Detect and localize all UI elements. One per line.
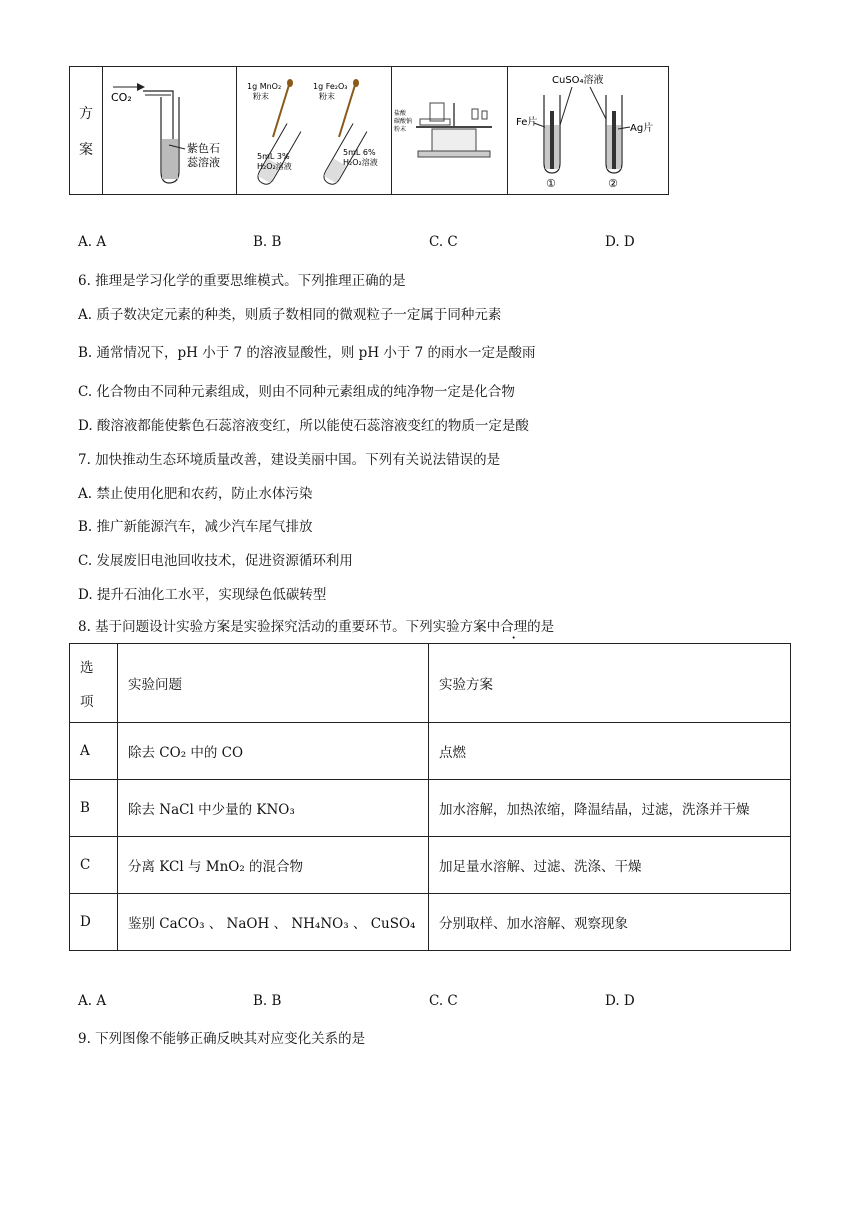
svg-text:1g Fe₂O₃: 1g Fe₂O₃ <box>313 82 348 91</box>
figure-metal-cuso4 <box>508 67 669 195</box>
q8-row-b-question: 除去 NaCl 中少量的 KNO₃ <box>118 780 429 837</box>
q8-row-d-question: 鉴别 CaCO₃ 、 NaOH 、 NH₄NO₃ 、 CuSO₄ <box>118 894 429 951</box>
q8-header-option: 选 项 <box>70 644 118 723</box>
svg-text:粉末: 粉末 <box>394 126 407 133</box>
q8-stem-post: 的是 <box>527 619 555 635</box>
svg-text:碳酸钠: 碳酸钠 <box>394 118 413 125</box>
row-label-cell <box>70 67 103 195</box>
q8-stem <box>78 615 554 635</box>
catalyst-comparison-diagram <box>237 67 391 190</box>
q8-row-b-option: B <box>70 780 118 837</box>
q8-option-d[interactable]: D. D <box>605 993 635 1009</box>
q8-header-plan: 实验方案 <box>429 644 791 723</box>
row-label-bottom: 案 <box>79 141 93 158</box>
table-row <box>70 894 791 951</box>
svg-text:H₂O₂溶液: H₂O₂溶液 <box>343 158 378 167</box>
svg-text:CuSO₄溶液: CuSO₄溶液 <box>552 75 604 86</box>
q6-option-a[interactable]: A. 质子数决定元素的种类，则质子数相同的微观粒子一定属于同种元素 <box>78 307 502 323</box>
balance-diagram <box>392 67 507 190</box>
metal-activity-diagram <box>508 67 668 190</box>
q6-option-d[interactable]: D. 酸溶液都能使紫色石蕊溶液变红，所以能使石蕊溶液变红的物质一定是酸 <box>78 418 529 434</box>
svg-text:粉末: 粉末 <box>319 92 335 101</box>
q8-row-d-plan: 分别取样、加水溶解、观察现象 <box>429 894 791 951</box>
q8-row-c-plan: 加足量水溶解、过滤、洗涤、干燥 <box>429 837 791 894</box>
q8-option-c[interactable]: C. C <box>429 993 458 1009</box>
litmus-label-1: 紫色石 <box>187 142 220 155</box>
q8-stem-pre: 8. 基于问题设计实验方案是实验探究活动的重要环节。下列实验方案中 <box>78 619 501 635</box>
figure-co2-litmus <box>103 67 237 195</box>
q8-row-a-option: A <box>70 723 118 780</box>
q6-option-c[interactable]: C. 化合物由不同种元素组成，则由不同种元素组成的纯净物一定是化合物 <box>78 384 515 400</box>
table-row <box>70 837 791 894</box>
svg-text:粉末: 粉末 <box>253 92 269 101</box>
svg-text:盐酸: 盐酸 <box>394 110 407 117</box>
figure-h2o2-catalyst <box>237 67 392 195</box>
q8-row-a-plan: 点燃 <box>429 723 791 780</box>
q5-option-a[interactable]: A. A <box>78 234 107 250</box>
q7-option-b[interactable]: B. 推广新能源汽车，减少汽车尾气排放 <box>78 519 313 535</box>
q6-option-b[interactable]: B. 通常情况下，pH 小于 7 的溶液显酸性，则 pH 小于 7 的雨水一定是酸雨 <box>78 345 536 361</box>
q8-row-d-option: D <box>70 894 118 951</box>
svg-text:1g MnO₂: 1g MnO₂ <box>247 82 282 91</box>
q8-table <box>69 643 791 951</box>
q8-row-a-question: 除去 CO₂ 中的 CO <box>118 723 429 780</box>
litmus-label-2: 蕊溶液 <box>187 156 220 169</box>
q5-option-c[interactable]: C. C <box>429 234 458 250</box>
svg-text:H₂O₂溶液: H₂O₂溶液 <box>257 162 292 171</box>
figure-balance <box>392 67 508 195</box>
q8-option-a[interactable]: A. A <box>78 993 107 1009</box>
q8-row-c-question: 分离 KCl 与 MnO₂ 的混合物 <box>118 837 429 894</box>
q6-stem: 6. 推理是学习化学的重要思维模式。下列推理正确的是 <box>78 273 406 289</box>
svg-text:①: ① <box>546 177 556 190</box>
q8-table-header <box>70 644 791 723</box>
svg-text:Ag片: Ag片 <box>630 123 654 134</box>
experiment-figure-table <box>69 66 669 195</box>
q7-stem: 7. 加快推动生态环境质量改善，建设美丽中国。下列有关说法错误的是 <box>78 452 501 468</box>
table-row <box>70 780 791 837</box>
q7-option-c[interactable]: C. 发展废旧电池回收技术，促进资源循环利用 <box>78 553 353 569</box>
co2-test-tube-diagram <box>103 67 236 190</box>
q8-header-question: 实验问题 <box>118 644 429 723</box>
q5-option-d[interactable]: D. D <box>605 234 635 250</box>
q9-stem: 9. 下列图像不能够正确反映其对应变化关系的是 <box>78 1031 366 1047</box>
q8-row-c-option: C <box>70 837 118 894</box>
svg-text:②: ② <box>608 177 618 190</box>
q7-option-d[interactable]: D. 提升石油化工水平，实现绿色低碳转型 <box>78 587 327 603</box>
q8-option-b[interactable]: B. B <box>253 993 282 1009</box>
co2-label: CO₂ <box>111 91 132 104</box>
table-row <box>70 723 791 780</box>
q5-option-b[interactable]: B. B <box>253 234 282 250</box>
svg-text:5mL 3%: 5mL 3% <box>257 152 290 161</box>
row-label-top: 方 <box>79 105 93 122</box>
svg-text:Fe片: Fe片 <box>516 117 538 128</box>
svg-text:5mL 6%: 5mL 6% <box>343 148 376 157</box>
q7-option-a[interactable]: A. 禁止使用化肥和农药，防止水体污染 <box>78 486 313 502</box>
q8-stem-emphasis: 合理 <box>500 619 528 635</box>
q8-row-b-plan: 加水溶解，加热浓缩，降温结晶，过滤，洗涤并干燥 <box>429 780 791 837</box>
